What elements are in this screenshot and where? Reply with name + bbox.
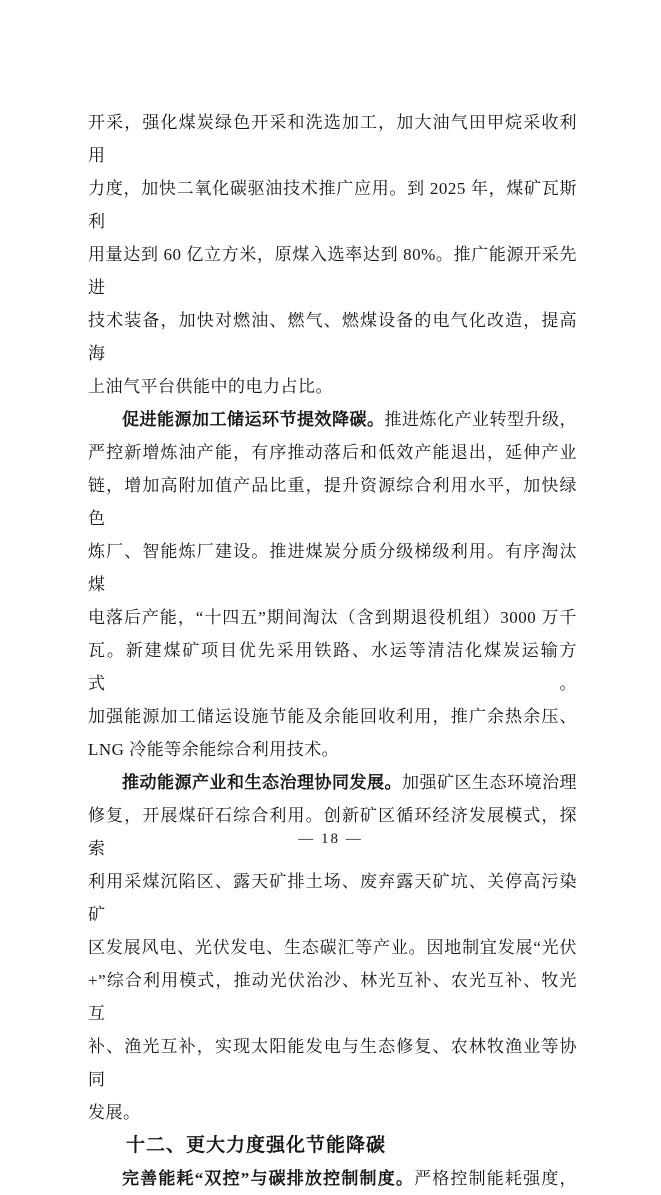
bold-lead-text: 完善能耗“双控”与碳排放控制制度。: [122, 1169, 415, 1188]
text-line: [88, 700, 577, 733]
text-line: [88, 370, 577, 403]
text-block: [88, 106, 577, 1195]
text-line: [88, 535, 577, 601]
bold-lead-text: 推动能源产业和生态治理协同发展。: [122, 773, 402, 792]
section-heading-12: [88, 1129, 577, 1162]
paragraph-ecology-synergy: [88, 766, 577, 1129]
text-line: [88, 403, 577, 436]
text-line: [88, 469, 577, 535]
page-number: — 18 —: [298, 831, 363, 847]
text-line: [88, 634, 577, 700]
bold-lead-text: 促进能源加工储运环节提效降碳。: [122, 410, 385, 429]
body-text: +”综合利用模式，推动光伏治沙、林光互补、农光互补、牧光互: [88, 971, 577, 1023]
text-line: [88, 1162, 577, 1195]
body-text: 利用采煤沉陷区、露天矿排土场、废弃露天矿坑、关停高污染矿: [88, 872, 577, 924]
text-line: [88, 304, 577, 370]
text-line: [88, 766, 577, 799]
text-line: [88, 1030, 577, 1096]
text-line: [88, 1096, 577, 1129]
page-footer: [0, 831, 661, 848]
body-text: 用量达到 60 亿立方米，原煤入选率达到 80%。推广能源开采先进: [88, 245, 577, 297]
paragraph-energy-dual-control: [88, 1162, 577, 1195]
text-line: [88, 106, 577, 172]
paragraph-processing-storage-transport: [88, 403, 577, 766]
body-text: LNG 冷能等余能综合利用技术。: [88, 740, 340, 759]
body-text: 发展。: [88, 1103, 141, 1122]
body-text: 技术装备，加快对燃油、燃气、燃煤设备的电气化改造，提高海: [88, 311, 577, 363]
body-text: 加强能源加工储运设施节能及余能回收利用，推广余热余压、: [88, 707, 577, 726]
text-line: [88, 931, 577, 964]
body-text: 上油气平台供能中的电力占比。: [88, 377, 333, 396]
body-text: 严格控制能耗强度，: [414, 1169, 578, 1188]
text-line: [88, 733, 577, 766]
text-line: [88, 601, 577, 634]
paragraph-coal-extraction: [88, 106, 577, 403]
text-line: [88, 964, 577, 1030]
body-text: 开采，强化煤炭绿色开采和洗选加工，加大油气田甲烷采收利用: [88, 113, 577, 165]
body-text: 瓦。新建煤矿项目优先采用铁路、水运等清洁化煤炭运输方式。: [88, 641, 577, 693]
body-text: 修复，开展煤矸石综合利用。创新矿区循环经济发展模式，探索: [88, 806, 577, 858]
body-text: 炼厂、智能炼厂建设。推进煤炭分质分级梯级利用。有序淘汰煤: [88, 542, 577, 594]
text-line: [88, 238, 577, 304]
text-line: [88, 1129, 577, 1162]
text-line: [88, 172, 577, 238]
body-text: 推进炼化产业转型升级，: [384, 410, 577, 429]
body-text: 加强矿区生态环境治理: [402, 773, 577, 792]
body-text: 链，增加高附加值产品比重，提升资源综合利用水平，加快绿色: [88, 476, 577, 528]
body-text: 严控新增炼油产能，有序推动落后和低效产能退出，延伸产业: [88, 443, 577, 462]
text-line: [88, 436, 577, 469]
text-line: [88, 865, 577, 931]
body-text: 区发展风电、光伏发电、生态碳汇等产业。因地制宜发展“光伏: [88, 938, 577, 957]
bold-lead-text: 十二、更大力度强化节能降碳: [126, 1135, 387, 1156]
body-text: 力度，加快二氧化碳驱油技术推广应用。到 2025 年，煤矿瓦斯利: [88, 179, 577, 231]
body-text: 补、渔光互补，实现太阳能发电与生态修复、农林牧渔业等协同: [88, 1037, 577, 1089]
body-text: 电落后产能，“十四五”期间淘汰（含到期退役机组）3000 万千: [88, 608, 577, 627]
